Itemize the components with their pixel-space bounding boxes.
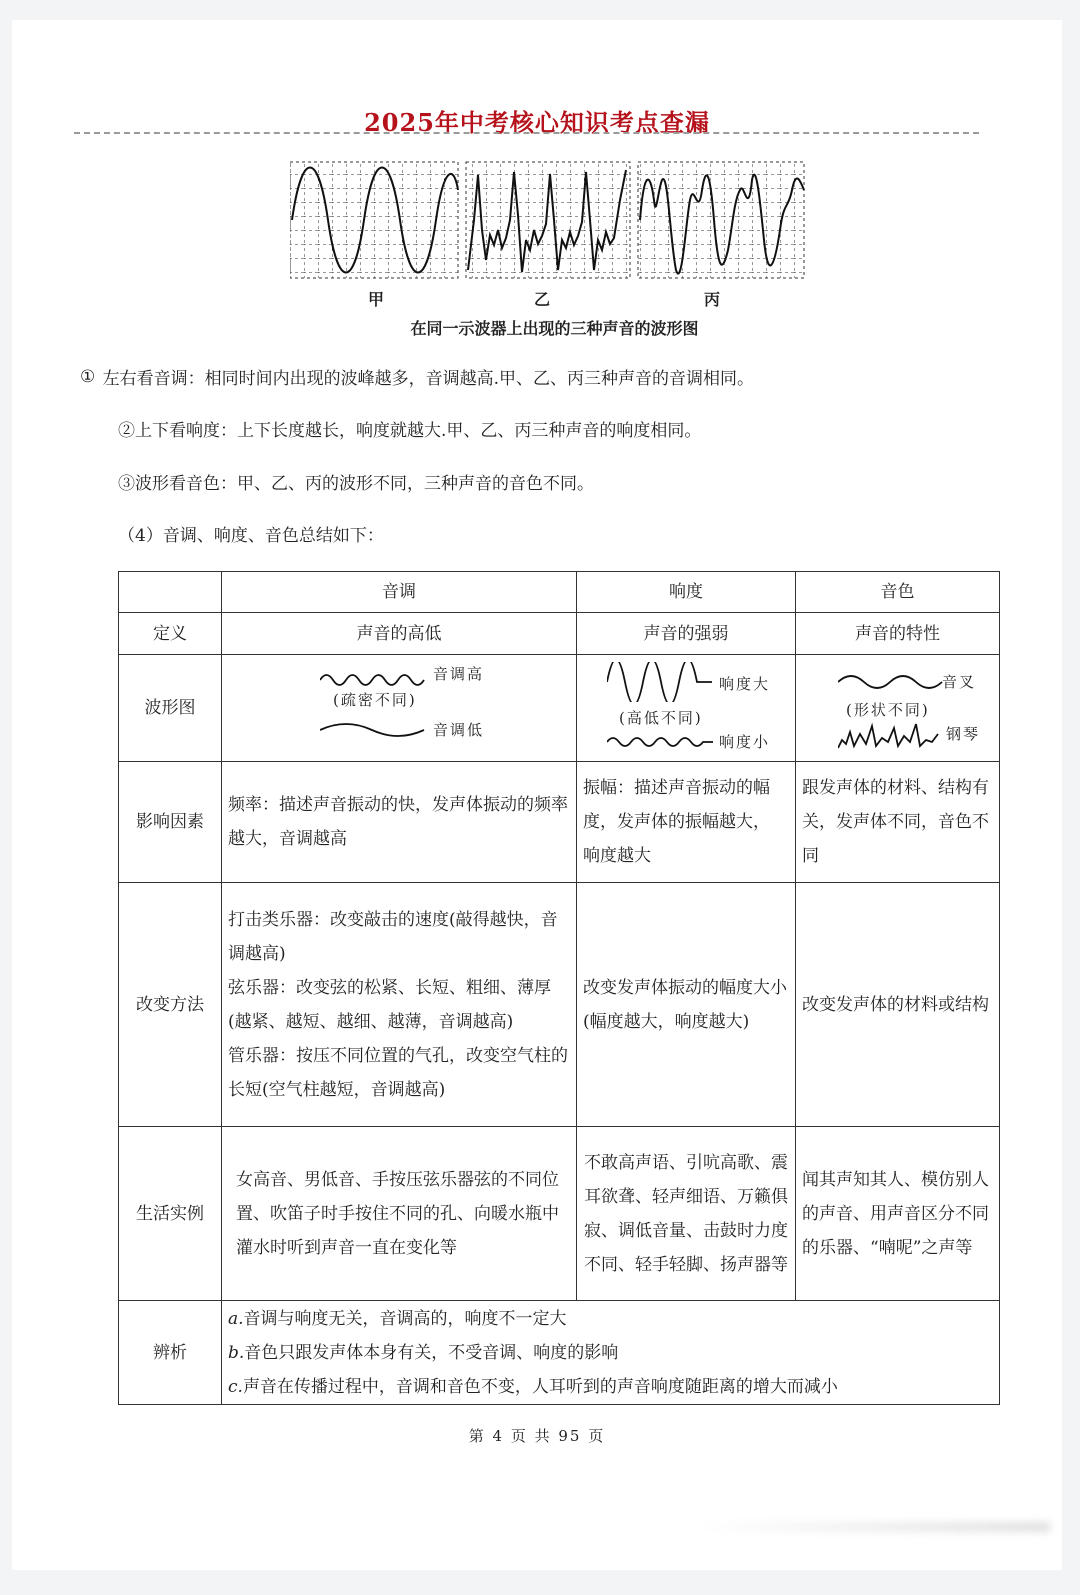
method-winds: 管乐器：按压不同位置的气孔，改变空气柱的长短(空气柱越短，音调越高) <box>228 1045 568 1100</box>
analysis-text: 音色只跟发声体本身有关，不受音调、响度的影响 <box>244 1342 619 1363</box>
analysis-text: 声音在传播过程中，音调和音色不变，人耳听到的声音响度随距离的增大而减小 <box>242 1376 838 1397</box>
row-label: 定义 <box>119 613 222 655</box>
loudness-small-label: 响度小 <box>719 733 771 751</box>
high-pitch-wave-icon <box>320 670 430 690</box>
analysis-letter: c. <box>228 1376 243 1397</box>
analysis-cell <box>222 1301 1000 1405</box>
table-row-factors <box>119 762 1000 883</box>
loud-wave-icon <box>607 662 717 702</box>
analysis-text: 音调与响度无关，音调高的，响度不一定大 <box>243 1308 567 1329</box>
oscilloscope-figure <box>290 160 810 285</box>
waveform-panel-jia <box>290 162 458 278</box>
methods-pitch <box>222 883 577 1127</box>
point-marker: ① <box>80 367 96 387</box>
summary-table <box>118 571 1000 1405</box>
point-text: 上下看响度：上下长度越长，响度就越大.甲、乙、丙三种声音的响度相同。 <box>135 421 702 441</box>
waveform-label-bing: 丙 <box>704 290 721 309</box>
point-4 <box>118 521 384 546</box>
point-text: 左右看音调：相同时间内出现的波峰越多，音调越高.甲、乙、丙三种声音的音调相同。 <box>97 369 755 389</box>
waveform-panel-yi <box>466 162 630 278</box>
waveform-loudness-cell <box>577 655 796 762</box>
table-header-row <box>119 572 1000 613</box>
point-2 <box>118 416 701 441</box>
timbre-piano-label: 钢琴 <box>946 725 981 743</box>
method-strings: 弦乐器：改变弦的松紧、长短、粗细、薄厚(越紧、越短、越细、越薄，音调越高) <box>228 977 551 1032</box>
tuning-fork-wave-icon <box>838 670 948 694</box>
waveform-label-jia: 甲 <box>368 290 385 309</box>
title-divider <box>74 132 979 134</box>
analysis-item <box>228 1370 993 1404</box>
waveform-pitch-cell <box>222 655 577 762</box>
pitch-low-label: 音调低 <box>433 721 485 739</box>
definition-timbre: 声音的特性 <box>796 613 1000 655</box>
piano-wave-icon <box>838 720 942 752</box>
table-row-waveform <box>119 655 1000 762</box>
point-text: 波形看音色：甲、乙、丙的波形不同，三种声音的音色不同。 <box>135 474 594 494</box>
row-label: 辨析 <box>119 1301 222 1405</box>
table-row-definition <box>119 613 1000 655</box>
point-1 <box>80 364 754 389</box>
loudness-note: (高低不同) <box>619 709 703 727</box>
examples-pitch: 女高音、男低音、手按压弦乐器弦的不同位置、吹笛子时手按住不同的孔、向暖水瓶中灌水时听到声音一直在变化等 <box>222 1127 577 1301</box>
pitch-high-label: 音调高 <box>433 665 485 683</box>
header-timbre: 音色 <box>796 572 1000 613</box>
factors-pitch: 频率：描述声音振动的快，发声体振动的频率越大，音调越高 <box>222 762 577 883</box>
loudness-big-label: 响度大 <box>719 675 771 693</box>
row-label: 改变方法 <box>119 883 222 1127</box>
header-loudness: 响度 <box>577 572 796 613</box>
page-footer: 第 4 页 共 95 页 <box>468 1427 606 1445</box>
table-row-methods <box>119 883 1000 1127</box>
methods-timbre: 改变发声体的材料或结构 <box>796 883 1000 1127</box>
analysis-letter: b. <box>228 1342 245 1363</box>
point-text: （4）音调、响度、音色总结如下： <box>118 526 384 546</box>
document-page <box>12 20 1062 1570</box>
examples-timbre: 闻其声知其人、模仿别人的声音、用声音区分不同的乐器、“喃呢”之声等 <box>796 1127 1000 1301</box>
analysis-item <box>228 1336 993 1370</box>
soft-wave-icon <box>607 732 717 752</box>
analysis-letter: a. <box>228 1308 244 1329</box>
examples-loudness: 不敢高声语、引吭高歌、震耳欲聋、轻声细语、万籁俱寂、调低音量、击鼓时力度不同、轻手轻脚、扬声器等 <box>577 1127 796 1301</box>
table-row-analysis <box>119 1301 1000 1405</box>
point-marker: ③ <box>118 474 135 494</box>
factors-timbre: 跟发声体的材料、结构有关，发声体不同，音色不同 <box>796 762 1000 883</box>
waveform-panel-bing <box>638 162 804 278</box>
timbre-fork-label: 音叉 <box>942 673 977 691</box>
figure-caption: 在同一示波器上出现的三种声音的波形图 <box>410 319 699 338</box>
factors-loudness: 振幅：描述声音振动的幅度，发声体的振幅越大， 响度越大 <box>577 762 796 883</box>
page-title: 2025年中考核心知识考点查漏 <box>364 108 710 137</box>
point-marker: ② <box>118 421 135 441</box>
methods-loudness: 改变发声体振动的幅度大小(幅度越大，响度越大) <box>577 883 796 1127</box>
row-label: 影响因素 <box>119 762 222 883</box>
header-empty <box>119 572 222 613</box>
analysis-item <box>228 1302 993 1336</box>
header-pitch: 音调 <box>222 572 577 613</box>
point-3 <box>118 469 594 494</box>
definition-pitch: 声音的高低 <box>222 613 577 655</box>
page-shadow <box>700 1522 1050 1532</box>
table-row-examples <box>119 1127 1000 1301</box>
row-label: 生活实例 <box>119 1127 222 1301</box>
definition-loudness: 声音的强弱 <box>577 613 796 655</box>
row-label: 波形图 <box>119 655 222 762</box>
timbre-note: (形状不同) <box>846 701 930 719</box>
low-pitch-wave-icon <box>320 718 430 742</box>
method-percussion: 打击类乐器：改变敲击的速度(敲得越快，音调越高) <box>228 909 558 964</box>
pitch-note: (疏密不同) <box>333 691 417 709</box>
waveform-label-yi: 乙 <box>534 290 551 309</box>
waveform-timbre-cell <box>796 655 1000 762</box>
